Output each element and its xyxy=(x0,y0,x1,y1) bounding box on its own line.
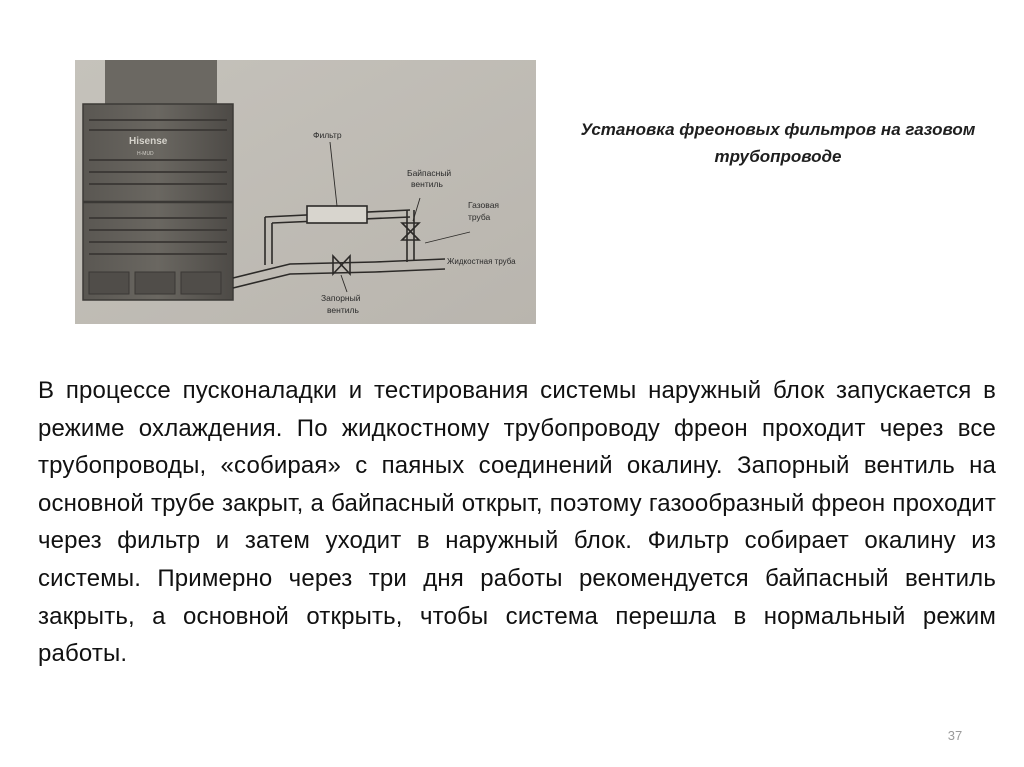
label-gas-pipe-2: труба xyxy=(468,212,491,222)
label-bypass-valve-1: Байпасный xyxy=(407,168,452,178)
label-shutoff-valve-1: Запорный xyxy=(321,293,361,303)
outdoor-unit xyxy=(83,60,233,300)
page-number: 37 xyxy=(947,728,963,743)
label-bypass-valve-2: вентиль xyxy=(411,179,443,189)
label-liquid-pipe: Жидкостная труба xyxy=(447,257,516,266)
body-paragraph: В процессе пусконаладки и тестирования системы наружный блок запускается в режиме охлаждения. По жидкостному трубопроводу фреон проходит через все трубопроводы, «собирая» с паяных соединений окалину. Запорный вентиль на основной трубе закрыт, а байпасный открыт, поэтому газообразный фреон проходит через фильтр и затем уходит в наружный блок. Фильтр собирает окалину из системы. Примерно через три дня работы рекомендуется байпасный вентиль закрыть, а основной открыть, чтобы система перешла в нормальный режим работы. xyxy=(38,377,996,668)
diagram-caption: Установка фреоновых фильтров на газовом трубопроводе xyxy=(580,120,976,166)
label-shutoff-valve-2: вентиль xyxy=(327,305,359,315)
brand-label: Hisense xyxy=(129,136,168,147)
model-label: H-MUD xyxy=(137,151,154,157)
filter-shape xyxy=(307,206,367,223)
diagram-photo xyxy=(75,60,536,324)
label-filter: Фильтр xyxy=(313,130,342,140)
label-gas-pipe-1: Газовая xyxy=(468,200,500,210)
installation-diagram xyxy=(75,60,536,324)
